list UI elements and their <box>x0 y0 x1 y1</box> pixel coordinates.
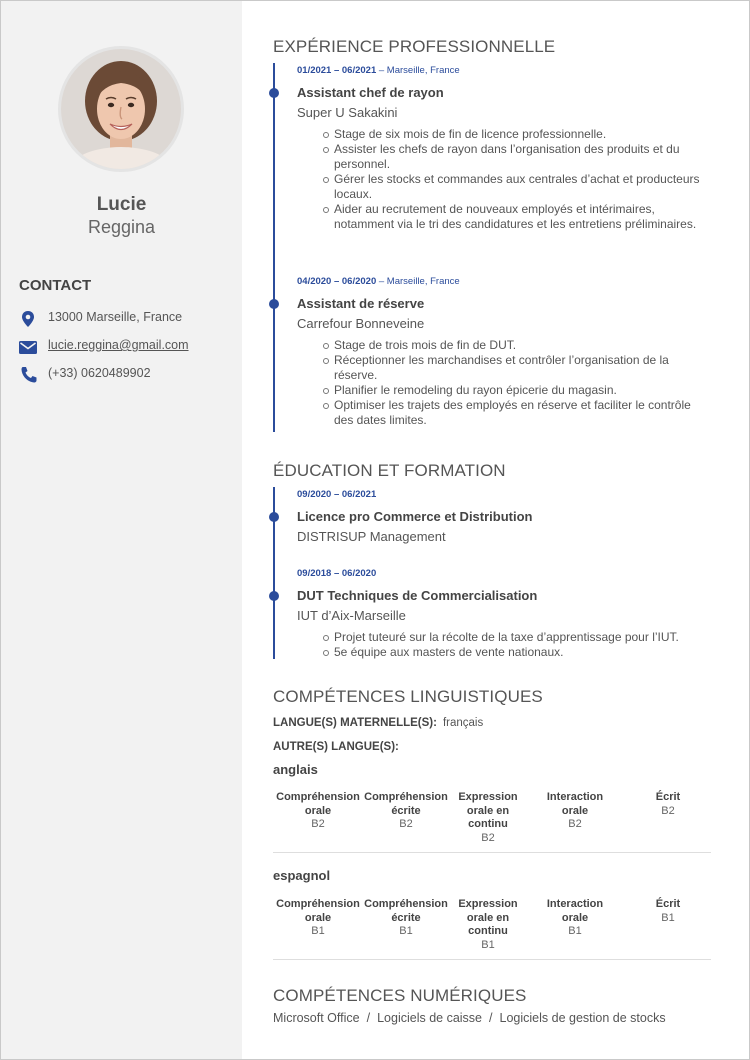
list-item: Stage de trois mois de fin de DUT. <box>323 338 713 353</box>
language-levels-grid <box>273 791 713 861</box>
education-title: ÉDUCATION ET FORMATION <box>273 461 506 480</box>
skill-item: Logiciels de caisse <box>377 1011 483 1025</box>
list-item: Assister les chefs de rayon dans l’organisation des produits et du personnel. <box>323 142 713 172</box>
entry-dates: 04/2020 – 06/2020 – Marseille, France <box>297 276 460 287</box>
languages-title: COMPÉTENCES LINGUISTIQUES <box>273 687 543 706</box>
entry-organization: DISTRISUP Management <box>297 529 446 544</box>
list-item: Aider au recrutement de nouveaux employés et intérimaires, notamment via le tri des candidatures et les entretiens préliminaires. <box>323 202 713 232</box>
contact-title: CONTACT <box>19 277 92 294</box>
skill-item: Logiciels de gestion de stocks <box>499 1011 666 1025</box>
level-column: Compréhension orale B1 <box>276 898 360 937</box>
list-item: Stage de six mois de fin de licence professionnelle. <box>323 127 713 142</box>
phone-text: (+33) 0620489902 <box>48 366 151 380</box>
level-column: Interaction orale B2 <box>546 791 604 830</box>
entry-role: Assistant chef de rayon <box>297 85 444 100</box>
entry-role: Assistant de réserve <box>297 296 425 311</box>
location-pin-icon <box>19 309 39 329</box>
level-column: Compréhension écrite B1 <box>364 898 448 937</box>
experience-timeline <box>273 63 275 432</box>
mother-tongue: LANGUE(S) MATERNELLE(S): français <box>273 717 484 729</box>
level-column: Compréhension écrite B2 <box>364 791 448 830</box>
envelope-icon <box>19 337 39 357</box>
timeline-dot <box>269 512 279 522</box>
skill-item: Microsoft Office <box>273 1011 360 1025</box>
entry-organization: Super U Sakakini <box>297 105 398 120</box>
other-languages-label: AUTRE(S) LANGUE(S): <box>273 741 399 753</box>
contact-email[interactable] <box>19 337 234 357</box>
entry-bullets <box>323 338 713 428</box>
entry-bullets <box>323 127 713 232</box>
first-name: Lucie <box>96 194 147 215</box>
digital-skills-list <box>273 1011 666 1025</box>
divider <box>273 852 711 853</box>
contact-phone <box>19 365 234 385</box>
list-item: Projet tuteuré sur la récolte de la taxe d’apprentissage pour l’IUT. <box>323 630 713 645</box>
timeline-dot <box>269 88 279 98</box>
list-item: 5e équipe aux masters de vente nationaux. <box>323 645 713 660</box>
level-column: Écrit B2 <box>655 791 681 817</box>
entry-dates: 09/2018 – 06/2020 <box>297 568 377 579</box>
timeline-dot <box>269 591 279 601</box>
level-column: Écrit B1 <box>655 898 681 924</box>
list-item: Optimiser les trajets des employés en réserve et faciliter le contrôle des dates limites. <box>323 398 713 428</box>
email-link[interactable]: lucie.reggina@gmail.com <box>48 338 189 352</box>
level-column: Interaction orale B1 <box>546 898 604 937</box>
divider <box>273 959 711 960</box>
entry-bullets <box>323 630 713 660</box>
list-item: Gérer les stocks et commandes aux centrales d’achat et producteurs locaux. <box>323 172 713 202</box>
level-column: Compréhension orale B2 <box>276 791 360 830</box>
timeline-dot <box>269 299 279 309</box>
entry-role: DUT Techniques de Commercialisation <box>297 588 538 603</box>
entry-role: Licence pro Commerce et Distribution <box>297 509 533 524</box>
portrait-photo <box>61 49 181 169</box>
list-item: Réceptionner les marchandises et contrôler l’organisation de la réserve. <box>323 353 713 383</box>
entry-dates: 01/2021 – 06/2021 – Marseille, France <box>297 65 460 76</box>
entry-organization: Carrefour Bonneveine <box>297 316 425 331</box>
level-column: Expression orale en continu B2 <box>458 791 518 844</box>
language-name: espagnol <box>273 868 331 883</box>
language-levels-grid <box>273 898 713 968</box>
list-item: Planifier le remodeling du rayon épicerie du magasin. <box>323 383 713 398</box>
entry-organization: IUT d’Aix-Marseille <box>297 608 406 623</box>
experience-title: EXPÉRIENCE PROFESSIONNELLE <box>273 37 556 56</box>
level-column: Expression orale en continu B1 <box>458 898 518 951</box>
address-text: 13000 Marseille, France <box>48 310 183 324</box>
skill-separator: / <box>366 1011 371 1025</box>
contact-address <box>19 309 234 329</box>
digital-skills-title: COMPÉTENCES NUMÉRIQUES <box>273 986 527 1005</box>
last-name: Reggina <box>87 217 156 237</box>
skill-separator: / <box>489 1011 493 1025</box>
profile-photo <box>58 46 184 172</box>
entry-dates: 09/2020 – 06/2021 <box>297 489 377 500</box>
phone-icon <box>19 365 39 385</box>
language-name: anglais <box>273 762 318 777</box>
sidebar <box>1 1 242 1060</box>
